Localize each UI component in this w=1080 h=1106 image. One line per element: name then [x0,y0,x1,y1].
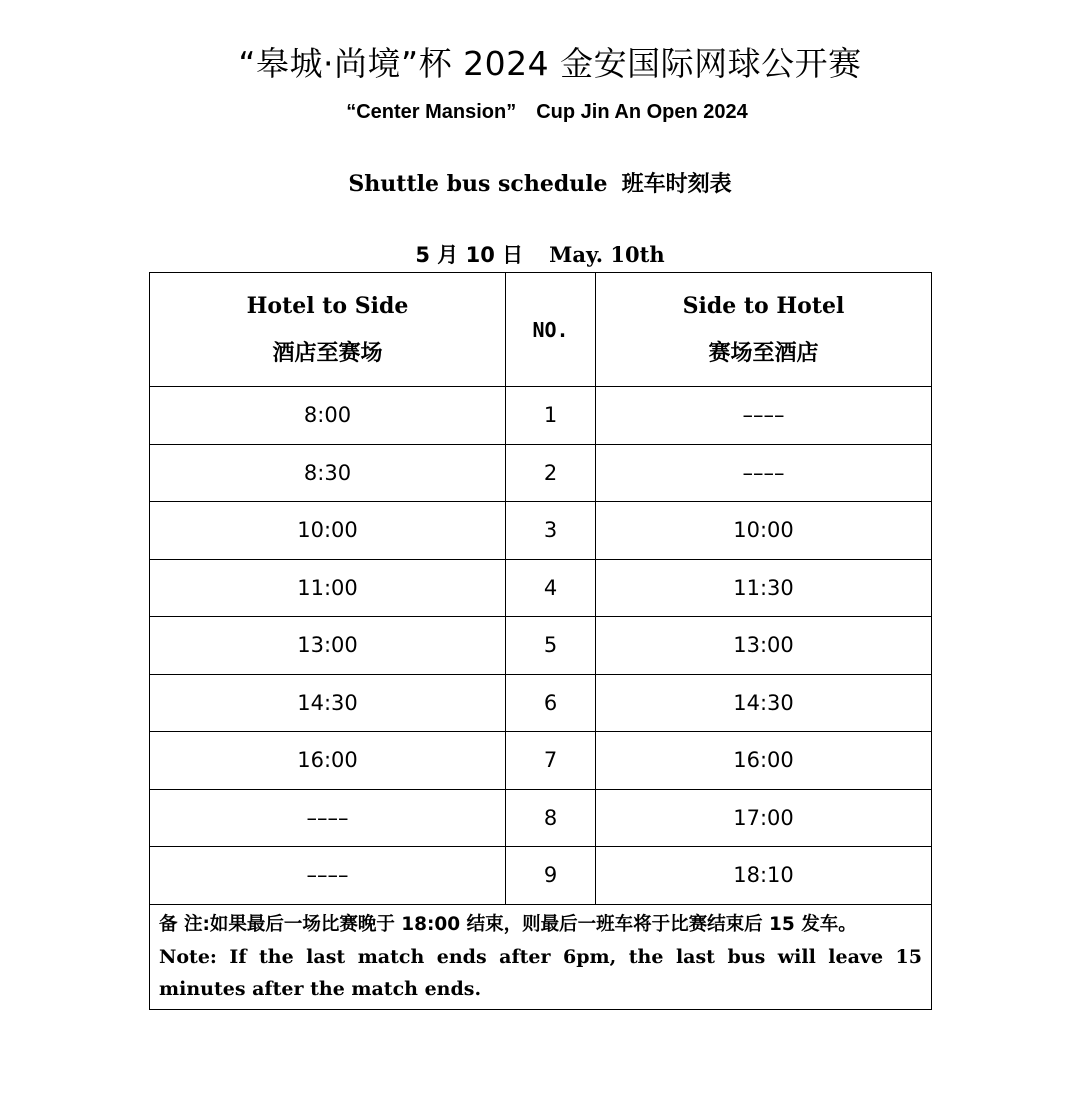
title-en: “Center Mansion” Cup Jin An Open 2024 [346,101,748,123]
cell-hotel-to-side: –––– [150,789,506,847]
table-header-row [150,273,932,387]
cell-no: 8 [506,789,596,847]
col-header-hotel-to-side-cn: 酒店至赛场 [272,340,383,366]
cell-side-to-hotel: 16:00 [596,732,932,790]
cell-no: 1 [506,387,596,445]
note-cn: 备 注:如果最后一场比赛晚于 18:00 结束，则最后一班车将于比赛结束后 15 发车。 [159,913,857,935]
table-row [150,674,932,732]
table-row [150,617,932,675]
cell-hotel-to-side: 11:00 [150,559,506,617]
note-cell [150,904,932,1009]
note-en: Note: If the last match ends after 6pm, the last bus will leave 15 minutes after the match ends. [159,945,922,1000]
cell-no: 5 [506,617,596,675]
col-header-hotel-to-side [150,273,506,387]
table-row [150,502,932,560]
subtitle-cn: 班车时刻表 [621,172,732,197]
date-cn: 5 月 10 日 [415,243,524,267]
table-row [150,847,932,905]
table-row [150,559,932,617]
table-row [150,732,932,790]
cell-side-to-hotel: 18:10 [596,847,932,905]
cell-hotel-to-side: 16:00 [150,732,506,790]
col-header-side-to-hotel-cn: 赛场至酒店 [708,340,819,366]
cell-no: 3 [506,502,596,560]
note-row [150,904,932,1009]
title-cn: “皋城·尚境”杯 2024 金安国际网球公开赛 [238,44,862,83]
cell-side-to-hotel: 10:00 [596,502,932,560]
cell-no: 6 [506,674,596,732]
cell-side-to-hotel: 11:30 [596,559,932,617]
col-header-hotel-to-side-en: Hotel to Side [246,292,409,319]
col-header-side-to-hotel [596,273,932,387]
table-row [150,444,932,502]
table-row [150,789,932,847]
schedule-date [0,240,1080,270]
cell-no: 4 [506,559,596,617]
cell-side-to-hotel: –––– [596,387,932,445]
table-row [150,387,932,445]
cell-hotel-to-side: –––– [150,847,506,905]
subtitle-en: Shuttle bus schedule [348,171,608,197]
cell-side-to-hotel: 13:00 [596,617,932,675]
cell-side-to-hotel: –––– [596,444,932,502]
cell-hotel-to-side: 8:30 [150,444,506,502]
col-header-no [506,273,596,387]
cell-no: 2 [506,444,596,502]
cell-hotel-to-side: 10:00 [150,502,506,560]
schedule-subtitle [0,169,1080,200]
cell-hotel-to-side: 13:00 [150,617,506,675]
shuttle-schedule-table [149,272,932,1010]
cell-side-to-hotel: 17:00 [596,789,932,847]
col-header-side-to-hotel-en: Side to Hotel [682,292,845,319]
date-en: May. 10th [549,242,665,267]
cell-no: 7 [506,732,596,790]
cell-hotel-to-side: 8:00 [150,387,506,445]
cell-hotel-to-side: 14:30 [150,674,506,732]
cell-side-to-hotel: 14:30 [596,674,932,732]
cell-no: 9 [506,847,596,905]
col-header-no-label: NO. [532,317,569,342]
